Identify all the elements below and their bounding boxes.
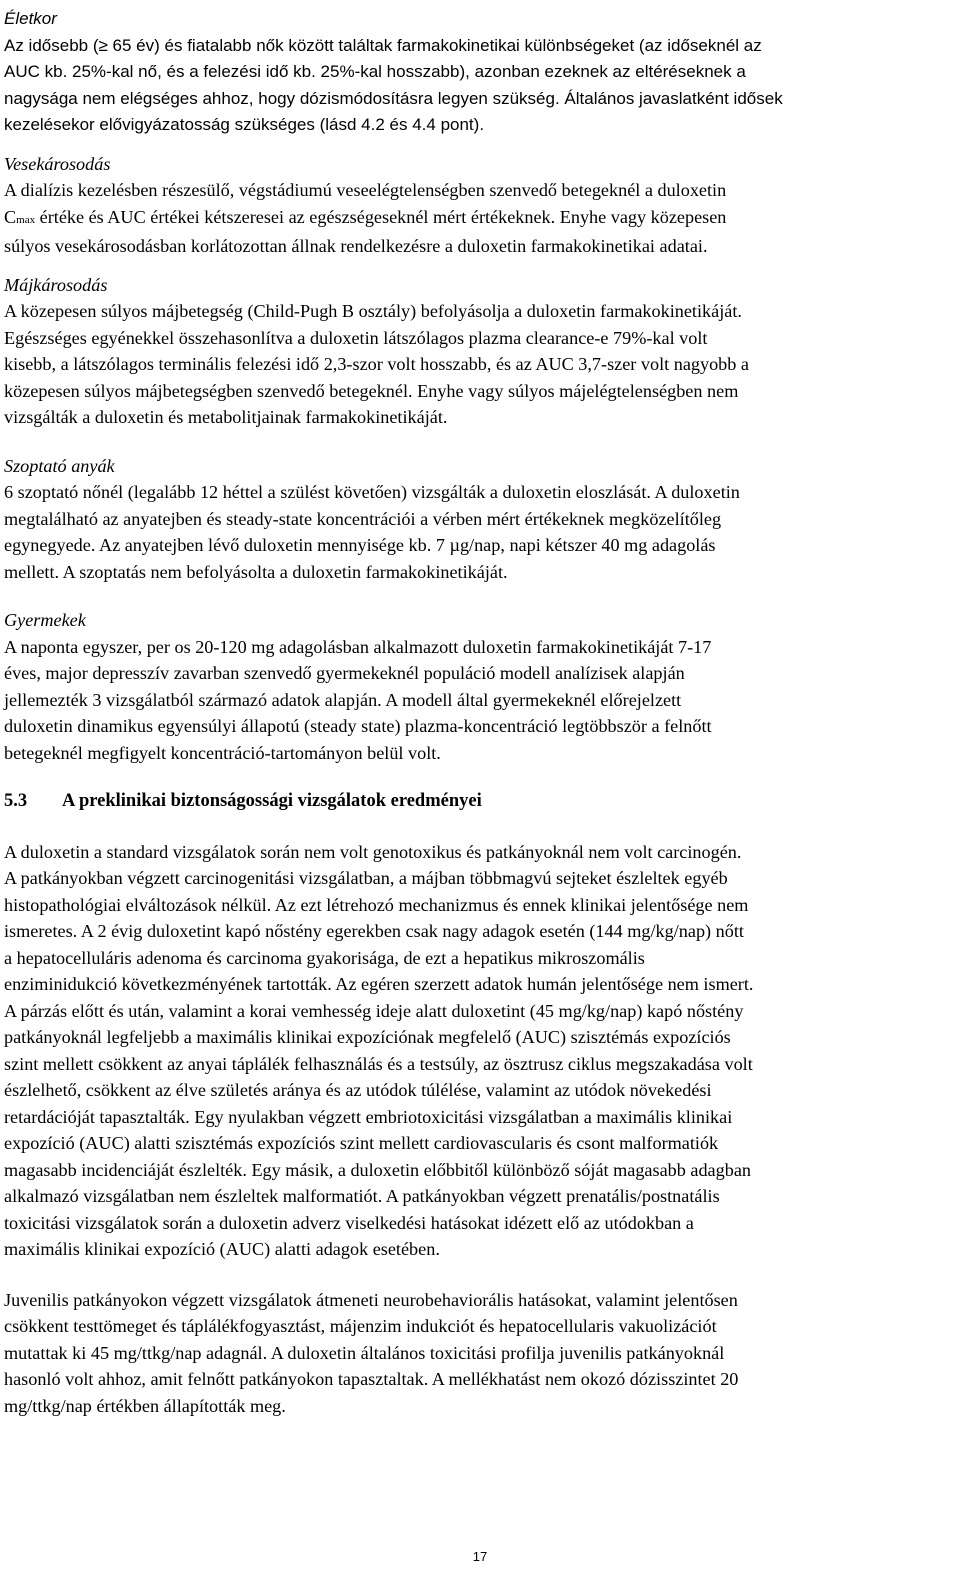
paragraph-juvenile [4,1287,954,1420]
text-segment: értéke és AUC értékei kétszeresei az egészségeseknél mért értékeknek. Enyhe vagy közepesen [35,206,727,227]
text-line: patkányoknál legfeljebb a maximális klinikai expozíciónak megfelelő (AUC) szisztémás expozíciós [4,1027,731,1047]
paragraph-elderly [4,33,954,139]
text-line: közepesen súlyos májbetegségben szenvedő betegeknél. Enyhe vagy súlyos májelégtelenségben nem [4,380,739,401]
text-line: alkalmazó vizsgálatban nem észleltek malformatiót. A patkányokban végzett prenatális/postnatális [4,1186,720,1206]
text-line: duloxetin dinamikus egyensúlyi állapotú (steady state) plazma-koncentráció legtöbbször a felnőtt [4,716,712,736]
text-line: kisebb, a látszólagos terminális felezési idő 2,3-szor volt hosszabb, és az AUC 3,7-szer volt nagyobb a [4,354,749,374]
cmax-subscript: max [16,213,36,226]
text-line: mutattak ki 45 mg/ttkg/nap adagnál. A duloxetin általános toxicitási profilja juvenilis patkányoknál [4,1342,725,1363]
text-line: kezelésekor elővigyázatosság szükséges (lásd 4.2 és 4.4 pont). [4,115,485,134]
document-page [4,6,954,1419]
text-line: mg/ttkg/nap értékben állapították meg. [4,1395,286,1416]
text-line: súlyos vesekárosodásban korlátozottan állnak rendelkezésre a duloxetin farmakokinetikai adatai. [4,236,708,256]
text-line: Egészséges egyénekkel összehasonlítva a duloxetin látszólagos plazma clearance-e 79%-kal volt [4,327,708,348]
text-line: AUC kb. 25%-kal nő, és a felezési idő kb. 25%-kal hosszabb), azonban ezeknek az eltéréseknek a [4,62,746,81]
section-title: A preklinikai biztonságossági vizsgálatok eredményei [62,791,482,811]
page-number: 17 [472,1549,488,1564]
text-line: maximális klinikai expozíció (AUC) alatti adagok esetében. [4,1239,440,1259]
text-line: toxicitási vizsgálatok során a duloxetin adverz viselkedési hatásokat idézett elő az utódokban a [4,1212,694,1233]
text-line: enziminidukció következményének tartották. Az egéren szerzett adatok humán jelentősége nem ismert. [4,974,754,994]
paragraph-renal [4,177,954,260]
text-line: histopathológiai elváltozások nélkül. Az ezt létrehozó mechanizmus és ennek klinikai jelentősége nem [4,894,749,915]
text-line: A duloxetin a standard vizsgálatok során nem volt genotoxikus és patkányoknál nem volt carcinogén. [4,841,742,862]
text-line-cmax [4,204,954,234]
text-line: A dialízis kezelésben részesülő, végstádiumú veseelégtelenségben szenvedő betegeknél a duloxetin [4,180,727,200]
text-line: éves, major depresszív zavarban szenvedő gyermekeknél populáció modell analízisek alapján [4,663,685,683]
text-line: egynegyede. Az anyatejben lévő duloxetin mennyisége kb. 7 µg/nap, napi kétszer 40 mg adagolás [4,535,716,555]
text-line: jellemezték 3 vizsgálatból származó adatok alapján. A modell által gyermekeknél előrejelzett [4,689,682,710]
text-line: A párzás előtt és után, valamint a korai vemhesség ideje alatt duloxetint (45 mg/kg/nap) kapó nőstény [4,1000,744,1021]
text-line: észlelhető, csökkent az élve születés aránya és az utódok túlélése, valamint az utódok növekedési [4,1080,712,1100]
text-line: A patkányokban végzett carcinogenitási vizsgálatban, a májban többmagvú sejteket észleltek egyéb [4,868,728,888]
text-line: ismeretes. A 2 évig duloxetint kapó nőstény egerekben csak nagy adagok esetén (144 mg/kg/nap) nőtt [4,921,744,941]
paragraph-nursing [4,479,954,585]
section-heading [4,788,954,815]
text-line: vizsgálták a duloxetin és metabolitjainak farmakokinetikáját. [4,407,448,427]
text-line: A közepesen súlyos májbetegség (Child-Pugh B osztály) befolyásolja a duloxetin farmakokinetikáját. [4,301,742,321]
subheading-nursing: Szoptató anyák [4,455,115,476]
subheading-children: Gyermekek [4,610,86,630]
section-number: 5.3 [4,791,28,811]
text-line: a hepatocelluláris adenoma és carcinoma gyakorisága, de ezt a hepatikus mikroszomális [4,947,645,968]
paragraph-hepatic [4,298,954,431]
subheading-elderly: Életkor [4,9,57,28]
text-line: szint mellett csökkent az anyai táplálék felhasználás és a testsúly, az ösztrusz ciklus megszakadása volt [4,1053,753,1074]
text-line: 6 szoptató nőnél (legalább 12 héttel a szülést követően) vizsgálták a duloxetin eloszlását. A duloxetin [4,482,740,502]
text-line: Az idősebb (≥ 65 év) és fiatalabb nők között találtak farmakokinetikai különbségeket (az időseknél az [4,35,762,55]
text-line: csökkent testtömeget és táplálékfogyasztást, májenzim indukciót és hepatocellularis vakuolizációt [4,1316,717,1336]
text-line: betegeknél megfigyelt koncentráció-tartományon belül volt. [4,742,441,763]
subheading-renal: Vesekárosodás [4,153,111,174]
text-line: Juvenilis patkányokon végzett vizsgálatok átmeneti neurobehaviorális hatásokat, valamint jelentősen [4,1289,738,1310]
paragraph-children [4,634,954,767]
text-line: A naponta egyszer, per os 20-120 mg adagolásban alkalmazott duloxetin farmakokinetikáját 7-17 [4,636,712,657]
text-line: retardációját tapasztalták. Egy nyulakban végzett embriotoxicitási vizsgálatban a maximális klinikai [4,1106,733,1127]
text-line: nagysága nem elégséges ahhoz, hogy dózismódosításra legyen szükség. Általános javaslatként idősek [4,88,783,108]
subheading-hepatic: Májkárosodás [4,274,108,295]
text-line: expozíció (AUC) alatti szisztémás expozíciós szint mellett cardiovascularis és csont malformatiók [4,1133,719,1153]
paragraph-preclinical [4,839,954,1263]
text-line: mellett. A szoptatás nem befolyásolta a duloxetin farmakokinetikáját. [4,561,508,582]
text-line: magasabb incidenciáját észlelték. Egy másik, a duloxetin előbbitől különböző sóját magasabb adagban [4,1159,751,1180]
text-line: megtalálható az anyatejben és steady-state koncentrációi a vérben mért értékeknek megközelítőleg [4,508,722,529]
cmax-symbol: C [4,206,17,227]
text-line: hasonló volt ahhoz, amit felnőtt patkányokon tapasztaltak. A mellékhatást nem okozó dózisszintet 20 [4,1369,739,1389]
